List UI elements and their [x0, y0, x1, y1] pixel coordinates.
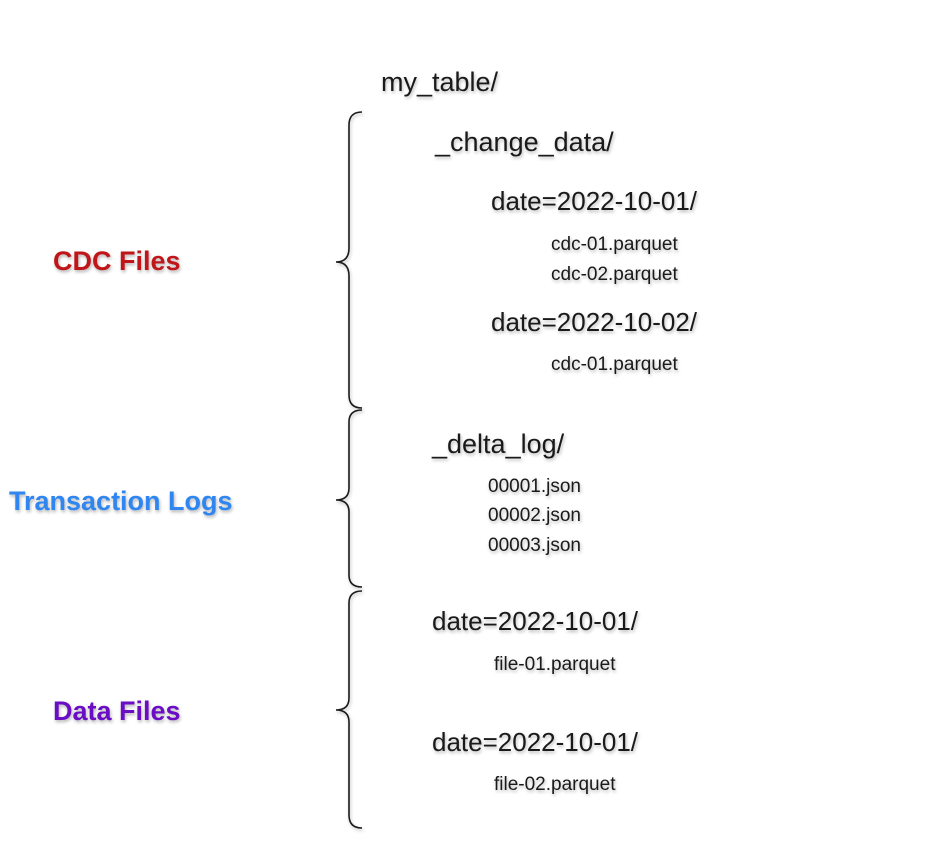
cdc-partition-folder: date=2022-10-01/: [491, 186, 698, 216]
data-brace: [336, 591, 362, 828]
data-file: file-01.parquet: [494, 654, 616, 675]
cdc-files-label: CDC Files: [53, 246, 181, 276]
log-file: 00002.json: [488, 505, 581, 526]
log-file: 00003.json: [488, 535, 581, 556]
delta-log-folder: _delta_log/: [432, 429, 565, 459]
cdc-file: cdc-02.parquet: [551, 264, 678, 285]
change-data-folder: _change_data/: [435, 127, 614, 157]
data-files-label: Data Files: [53, 696, 181, 726]
cdc-file: cdc-01.parquet: [551, 354, 678, 375]
data-file: file-02.parquet: [494, 774, 616, 795]
transaction-logs-label: Transaction Logs: [9, 486, 233, 516]
cdc-file: cdc-01.parquet: [551, 234, 678, 255]
cdc-brace: [336, 112, 362, 408]
root-folder: my_table/: [381, 67, 499, 97]
log-file: 00001.json: [488, 476, 581, 497]
data-partition-folder: date=2022-10-01/: [432, 606, 639, 636]
cdc-partition-folder: date=2022-10-02/: [491, 307, 698, 337]
logs-brace: [336, 410, 362, 587]
data-partition-folder: date=2022-10-01/: [432, 727, 639, 757]
